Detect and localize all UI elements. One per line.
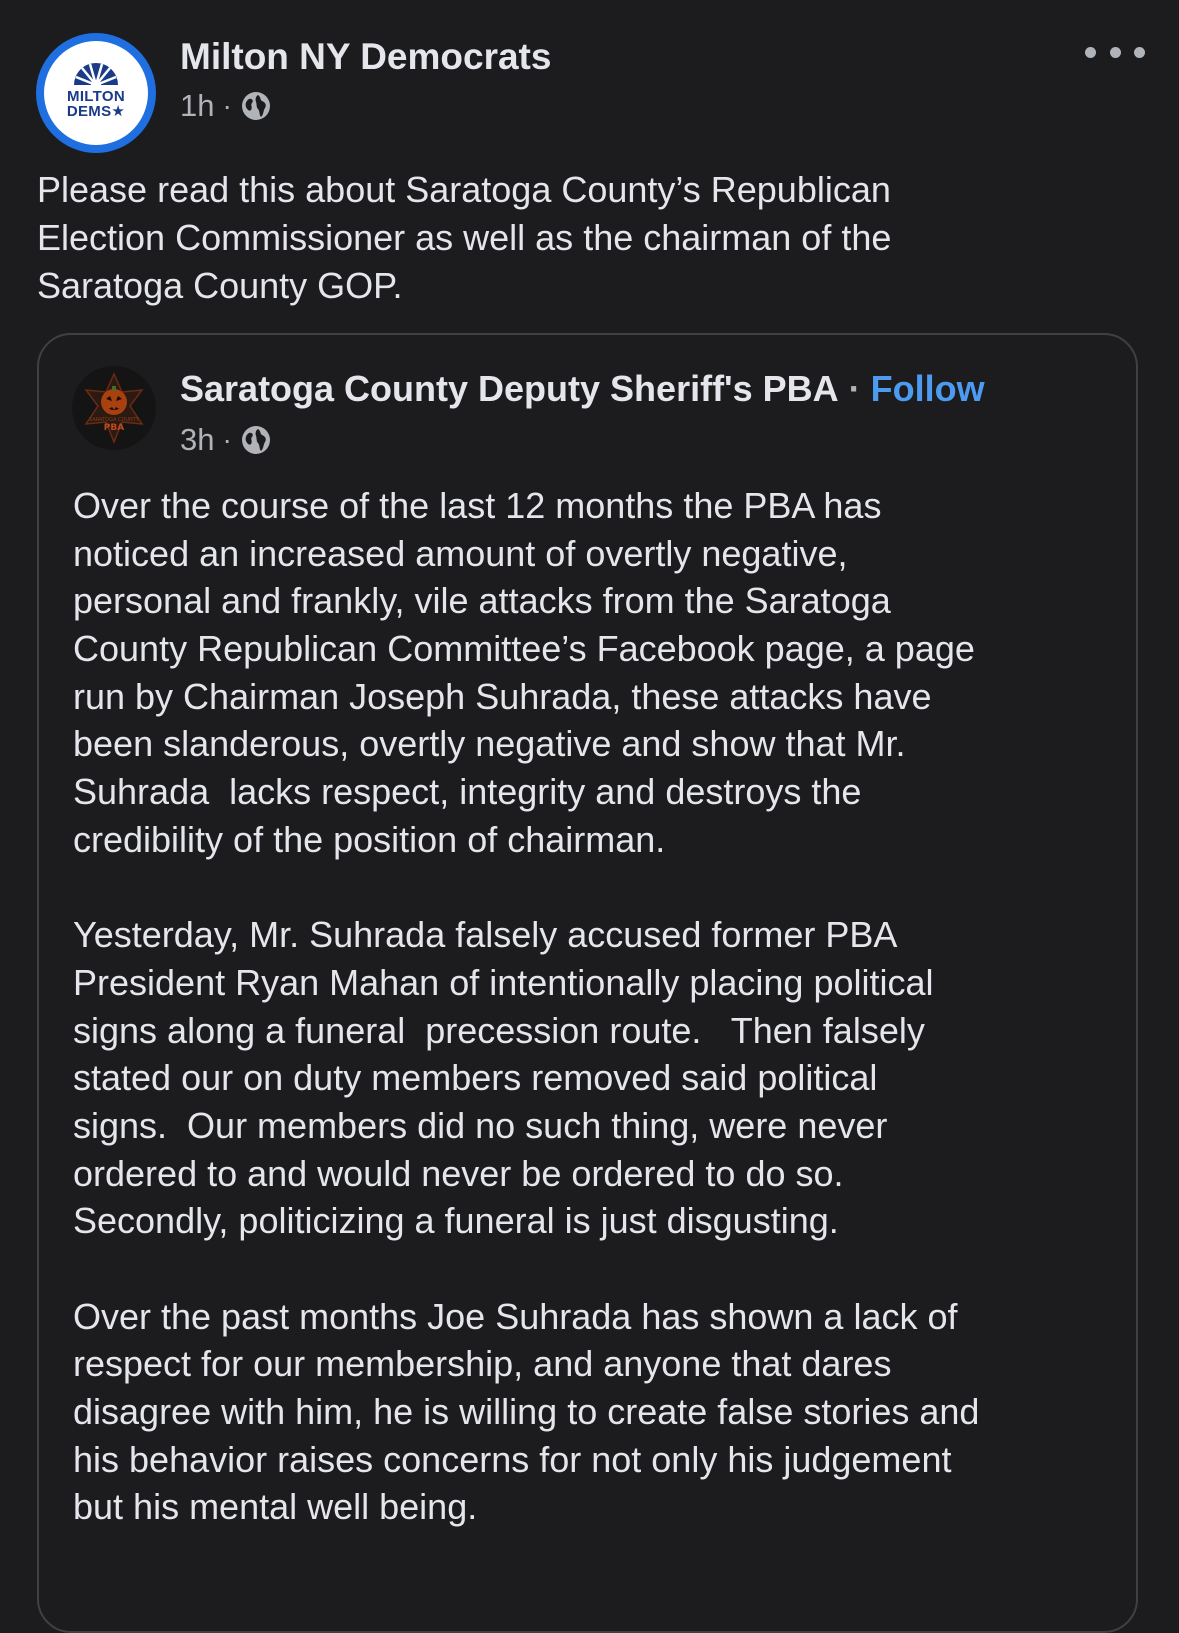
body-line: Over the past months Joe Suhrada has shown a lack of [73,1295,958,1337]
more-dot-icon [1134,47,1145,58]
body-line: respect for our membership, and anyone that dares [73,1343,892,1385]
post-text [37,166,1137,310]
follow-button[interactable]: Follow [870,368,985,409]
post-header [0,0,1179,150]
body-line: but his mental well being. [73,1486,478,1528]
post-text-line: Election Commissioner as well as the chairman of the [37,217,892,258]
post-time[interactable]: 1h [180,88,215,123]
paragraph-gap [73,1245,1133,1293]
avatar[interactable] [36,33,156,153]
body-line: signs along a funeral precession route. Then falsely [73,1009,925,1051]
body-line: signs. Our members did no such thing, were never [73,1104,888,1146]
body-line: credibility of the position of chairman. [73,818,666,860]
shared-avatar[interactable] [72,366,156,450]
post-text-line: Please read this about Saratoga County’s Republican [37,169,891,210]
body-line: Over the course of the last 12 months the PBA has [73,485,882,526]
body-line: County Republican Committee’s Facebook page, a page [73,628,975,670]
follow-separator: · [848,368,861,409]
sheriff-badge-icon [72,366,156,450]
meta-separator: · [222,90,232,121]
body-line: ordered to and would never be ordered to do so. [73,1152,844,1194]
milton-dems-logo [44,41,148,145]
body-line: his behavior raises concerns for not only his judgement [73,1438,952,1480]
body-line: President Ryan Mahan of intentionally placing political [73,961,934,1003]
svg-text:SARATOGA COUNTY: SARATOGA COUNTY [89,417,139,423]
more-options-button[interactable] [1085,40,1145,64]
body-line: Yesterday, Mr. Suhrada falsely accused former PBA [73,914,898,956]
body-line: noticed an increased amount of overtly negative, [73,532,848,574]
shared-page-name[interactable]: Saratoga County Deputy Sheriff's PBA [180,368,839,409]
body-line: run by Chairman Joseph Suhrada, these attacks have [73,675,932,717]
body-line: been slanderous, overtly negative and show that Mr. [73,723,906,765]
body-line: disagree with him, he is willing to create false stories and [73,1391,980,1433]
svg-text:PBA: PBA [103,423,125,433]
globe-icon [240,90,272,122]
shared-post-body [73,482,1133,1531]
avatar-line2: DEMS★ [66,103,126,120]
body-line: Secondly, politicizing a funeral is just disgusting. [73,1200,839,1242]
body-line: Suhrada lacks respect, integrity and destroys the [73,771,862,813]
post-meta [180,88,272,124]
more-dot-icon [1110,47,1121,58]
globe-icon [240,424,272,456]
body-line: personal and frankly, vile attacks from the Saratoga [73,580,891,622]
more-dot-icon [1085,47,1096,58]
paragraph-gap [73,864,1133,912]
meta-separator: · [222,424,232,455]
shared-post-header [180,368,985,410]
shared-post-time[interactable]: 3h [180,422,215,457]
page-name[interactable]: Milton NY Democrats [180,36,552,77]
body-line: stated our on duty members removed said political [73,1057,878,1099]
post-text-line: Saratoga County GOP. [37,265,403,306]
shared-post-meta [180,422,272,458]
avatar-line1: MILTON [67,88,125,105]
